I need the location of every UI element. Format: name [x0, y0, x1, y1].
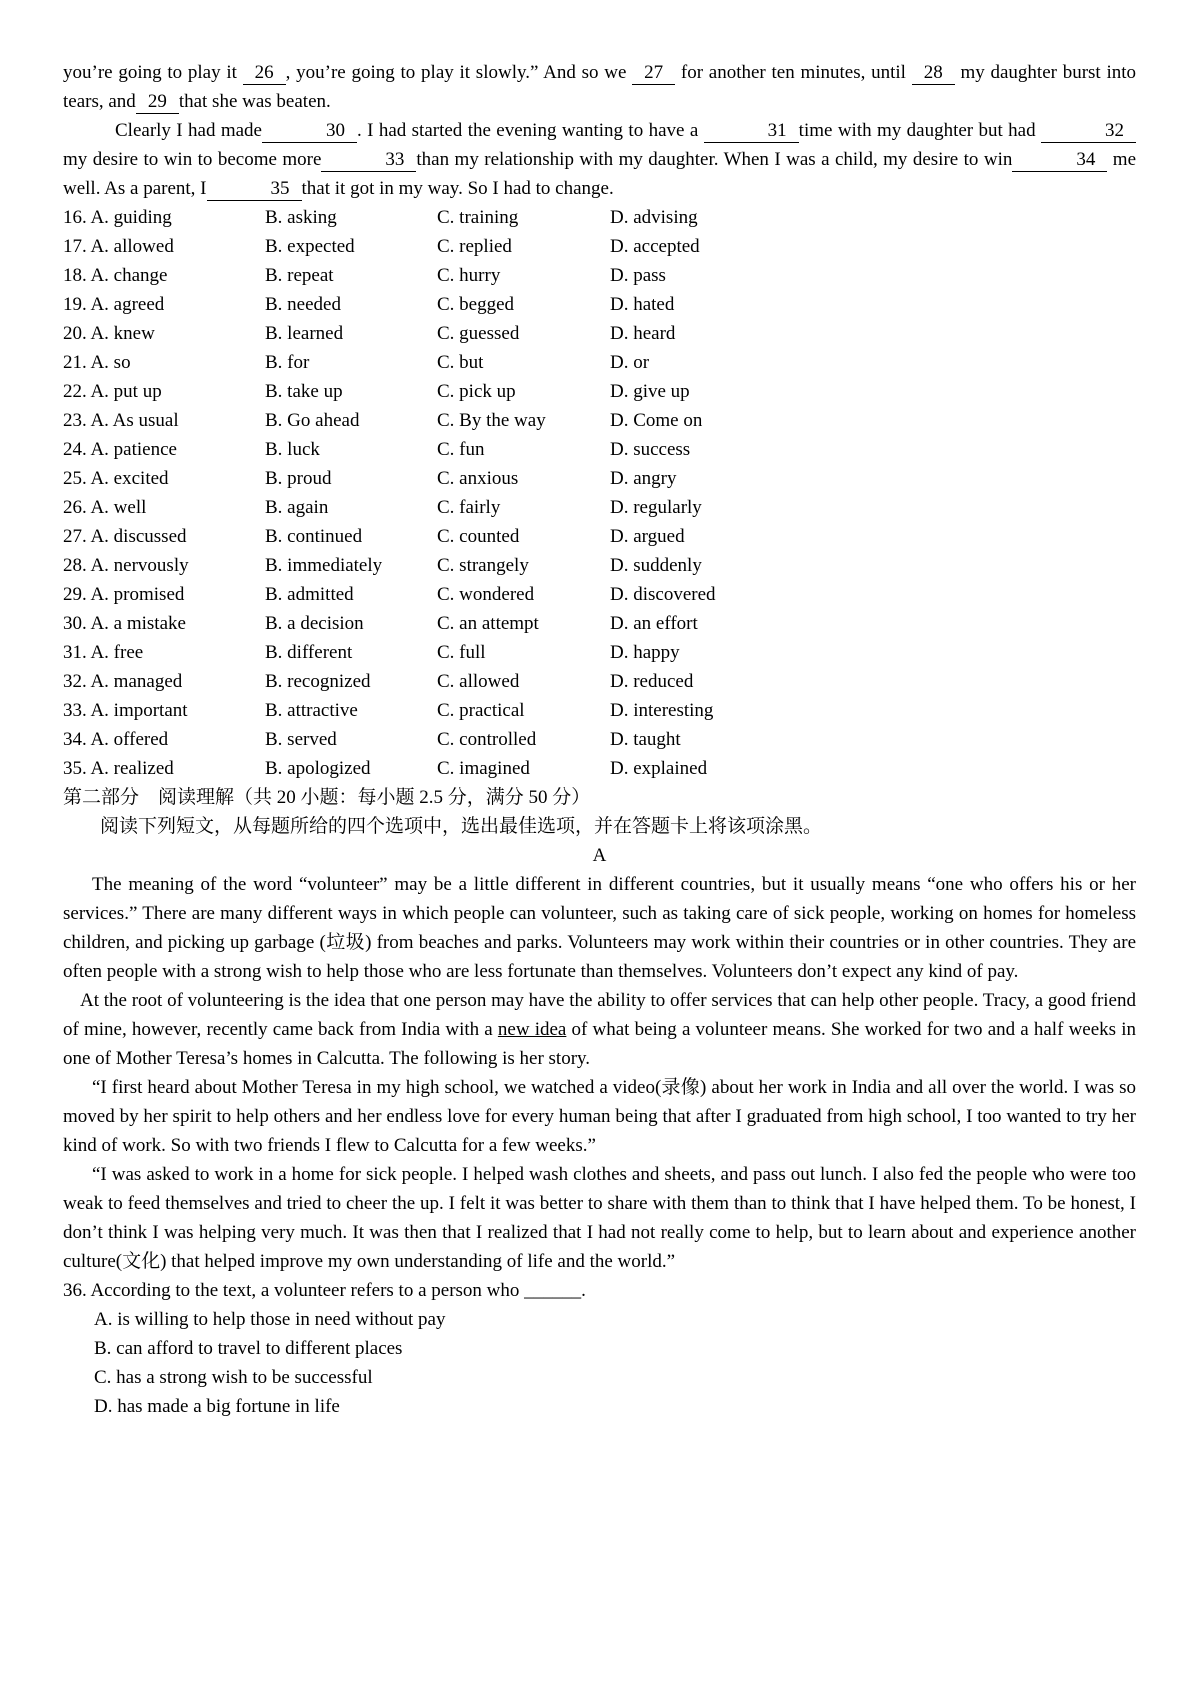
- option-b: B. proud: [265, 468, 332, 489]
- option-c: C. practical: [437, 700, 525, 721]
- option-row-27: [63, 522, 1136, 551]
- option-row-33: [63, 696, 1136, 725]
- option-d: D. argued: [610, 526, 685, 547]
- option-d: D. heard: [610, 323, 676, 344]
- option-d: D. success: [610, 439, 691, 460]
- passage-paragraph-2: At the root of volunteering is the idea that one person may have the ability to offer services that can help other people. Tracy, a good friend of mine, however, recently came back from India with a new idea of what being a volunteer means. She worked for two and a half weeks in one of Mother Teresa’s homes in Calcutta. The following is her story.: [63, 990, 1136, 1069]
- question-36-option-d: D. has made a big fortune in life: [94, 1396, 340, 1417]
- option-a: 35. A. realized: [63, 758, 174, 779]
- question-36-option-c: C. has a strong wish to be successful: [94, 1367, 373, 1388]
- option-a: 16. A. guiding: [63, 207, 172, 228]
- option-d: D. give up: [610, 381, 690, 402]
- option-d: D. suddenly: [610, 555, 702, 576]
- option-a: 22. A. put up: [63, 381, 162, 402]
- underlined-text: new idea: [497, 1019, 567, 1040]
- passage-paragraph-3: “I first heard about Mother Teresa in my high school, we watched a video(录像) about her work in India and all over the world. I was so moved by her spirit to help others and her endless love for every human being that after I graduated from high school, I too wanted to try her kind of work. So with two friends I flew to Calcutta for a few weeks.”: [63, 1077, 1136, 1156]
- option-b: B. different: [265, 642, 353, 663]
- option-a: 27. A. discussed: [63, 526, 187, 547]
- cloze-blank-26: 26: [243, 61, 286, 85]
- option-c: C. counted: [437, 526, 520, 547]
- option-a: 28. A. nervously: [63, 555, 189, 576]
- option-b: B. attractive: [265, 700, 358, 721]
- option-a: 24. A. patience: [63, 439, 177, 460]
- option-b: B. admitted: [265, 584, 354, 605]
- option-d: D. or: [610, 352, 650, 373]
- option-b: B. asking: [265, 207, 337, 228]
- option-row-22: [63, 377, 1136, 406]
- option-c: C. hurry: [437, 265, 501, 286]
- option-b: B. served: [265, 729, 337, 750]
- option-row-26: [63, 493, 1136, 522]
- option-a: 17. A. allowed: [63, 236, 174, 257]
- reading-passage: [63, 870, 1136, 1276]
- option-d: D. pass: [610, 265, 666, 286]
- option-c: C. wondered: [437, 584, 535, 605]
- cloze-blank-32: 32: [1041, 119, 1136, 143]
- option-c: C. By the way: [437, 410, 546, 431]
- option-d: D. reduced: [610, 671, 694, 692]
- option-c: C. controlled: [437, 729, 537, 750]
- cloze-blank-29: 29: [136, 90, 179, 114]
- option-b: B. repeat: [265, 265, 334, 286]
- option-d: D. taught: [610, 729, 681, 750]
- option-a: 19. A. agreed: [63, 294, 165, 315]
- option-c: C. allowed: [437, 671, 520, 692]
- option-row-32: [63, 667, 1136, 696]
- passage-paragraph-4: “I was asked to work in a home for sick people. I helped wash clothes and sheets, and pass out lunch. I also fed the people who were too weak to feed themselves and tried to cheer the up. I felt it was better to share with them than to think that I have helped them. To be honest, I don’t think I was helping very much. It was then that I realized that I had not really come to help, but to learn about and experience another culture(文化) that helped improve my own understanding of life and the world.”: [63, 1164, 1136, 1272]
- option-a: 31. A. free: [63, 642, 144, 663]
- cloze-blank-28: 28: [912, 61, 955, 85]
- section2-instruction: 阅读下列短文，从每题所给的四个选项中，选出最佳选项，并在答题卡上将该项涂黑。: [100, 816, 823, 837]
- passage-label: A: [592, 845, 607, 866]
- option-b: B. expected: [265, 236, 355, 257]
- option-b: B. luck: [265, 439, 320, 460]
- cloze-blank-34: 34: [1012, 148, 1107, 172]
- cloze-paragraph-2: Clearly I had made 30 . I had started the evening wanting to have a 31 time with my daughter but had 32my desire to win to become more 33 than my relationship with my daughter. When I was a child, my desire to win 34 me well. As a parent, I 35 that it got in my way. So I had to change.: [63, 120, 1137, 199]
- option-c: C. guessed: [437, 323, 520, 344]
- cloze-options-table: [63, 203, 1136, 783]
- option-d: D. advising: [610, 207, 698, 228]
- cloze-blank-33: 33: [321, 148, 416, 172]
- option-row-30: [63, 609, 1136, 638]
- option-d: D. regularly: [610, 497, 702, 518]
- option-d: D. interesting: [610, 700, 714, 721]
- option-d: D. explained: [610, 758, 708, 779]
- option-d: D. hated: [610, 294, 675, 315]
- section2-header: 第二部分 阅读理解（共 20 小题：每小题 2.5 分，满分 50 分）: [63, 787, 591, 808]
- option-b: B. continued: [265, 526, 363, 547]
- option-b: B. take up: [265, 381, 343, 402]
- cloze-blank-30: 30: [262, 119, 357, 143]
- option-b: B. again: [265, 497, 329, 518]
- option-a: 30. A. a mistake: [63, 613, 186, 634]
- option-c: C. fun: [437, 439, 485, 460]
- option-c: C. anxious: [437, 468, 519, 489]
- option-d: D. accepted: [610, 236, 700, 257]
- option-row-20: [63, 319, 1136, 348]
- option-c: C. strangely: [437, 555, 529, 576]
- passage-paragraph-1: The meaning of the word “volunteer” may be a little different in different countries, but it usually means “one who offers his or her services.” There are many different ways in which people can volunteer, such as taking care of sick people, working on homes for homeless children, and picking up garbage (垃圾) from beaches and parks. Volunteers may work within their countries or in other countries. They are often people with a strong wish to help those who are less fortunate than themselves. Volunteers don’t expect any kind of pay.: [63, 874, 1136, 982]
- option-b: B. learned: [265, 323, 344, 344]
- option-c: C. but: [437, 352, 484, 373]
- option-row-34: [63, 725, 1136, 754]
- option-c: C. fairly: [437, 497, 501, 518]
- cloze-passage: [63, 58, 1136, 203]
- option-row-19: [63, 290, 1136, 319]
- option-row-31: [63, 638, 1136, 667]
- option-b: B. immediately: [265, 555, 383, 576]
- cloze-blank-35: 35: [207, 177, 302, 201]
- option-a: 26. A. well: [63, 497, 147, 518]
- option-d: D. Come on: [610, 410, 703, 431]
- option-c: C. begged: [437, 294, 515, 315]
- option-d: D. an effort: [610, 613, 698, 634]
- option-b: B. recognized: [265, 671, 371, 692]
- option-a: 18. A. change: [63, 265, 168, 286]
- option-c: C. replied: [437, 236, 512, 257]
- option-d: D. happy: [610, 642, 680, 663]
- option-a: 34. A. offered: [63, 729, 169, 750]
- option-row-35: [63, 754, 1136, 783]
- option-row-18: [63, 261, 1136, 290]
- question-36: [63, 1276, 1136, 1421]
- question-36-option-a: A. is willing to help those in need without pay: [94, 1309, 446, 1330]
- option-a: 25. A. excited: [63, 468, 169, 489]
- option-b: B. for: [265, 352, 310, 373]
- option-c: C. full: [437, 642, 486, 663]
- option-d: D. angry: [610, 468, 677, 489]
- option-row-25: [63, 464, 1136, 493]
- option-row-16: [63, 203, 1136, 232]
- option-row-23: [63, 406, 1136, 435]
- option-b: B. needed: [265, 294, 341, 315]
- question-36-option-b: B. can afford to travel to different places: [94, 1338, 403, 1359]
- option-d: D. discovered: [610, 584, 716, 605]
- option-row-29: [63, 580, 1136, 609]
- option-row-28: [63, 551, 1136, 580]
- cloze-paragraph-1: you’re going to play it 26 , you’re going to play it slowly.” And so we 27 for another ten minutes, until 28 my daughter burst into tears, and 29 that she was beaten.: [63, 62, 1137, 112]
- option-b: B. apologized: [265, 758, 371, 779]
- cloze-blank-27: 27: [632, 61, 675, 85]
- option-b: B. Go ahead: [265, 410, 360, 431]
- option-a: 32. A. managed: [63, 671, 183, 692]
- option-c: C. training: [437, 207, 519, 228]
- option-b: B. a decision: [265, 613, 364, 634]
- option-c: C. pick up: [437, 381, 516, 402]
- cloze-blank-31: 31: [704, 119, 799, 143]
- option-c: C. imagined: [437, 758, 530, 779]
- option-a: 23. A. As usual: [63, 410, 179, 431]
- option-row-17: [63, 232, 1136, 261]
- option-a: 29. A. promised: [63, 584, 185, 605]
- option-c: C. an attempt: [437, 613, 539, 634]
- question-36-stem: 36. According to the text, a volunteer refers to a person who ______.: [63, 1280, 586, 1301]
- option-a: 33. A. important: [63, 700, 188, 721]
- option-row-24: [63, 435, 1136, 464]
- option-a: 21. A. so: [63, 352, 131, 373]
- option-a: 20. A. knew: [63, 323, 155, 344]
- option-row-21: [63, 348, 1136, 377]
